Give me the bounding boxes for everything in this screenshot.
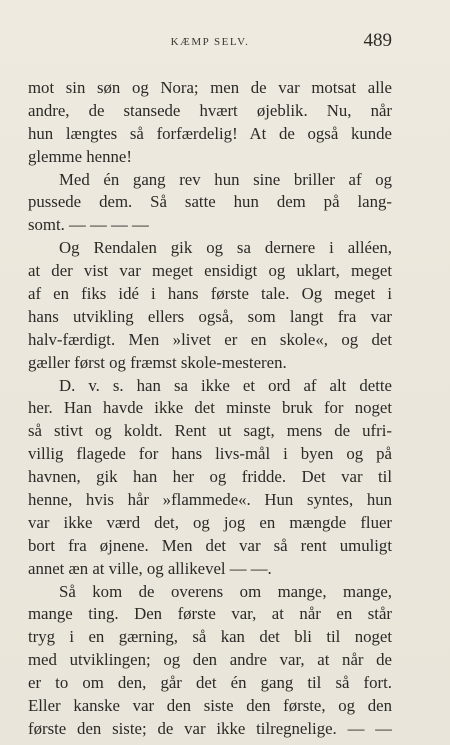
text-line: D. v. s. han sa ikke et ord af alt dette <box>59 375 392 395</box>
text-line: er to om den, går det én gang til så fort. <box>28 673 392 693</box>
text-line: Eller kanske var den siste den første, og den <box>28 696 392 716</box>
body-text <box>28 77 392 741</box>
text-line: pussede dem. Så satte hun dem på lang- <box>28 192 392 212</box>
text-line: villig flagede for hans livs-mål i byen og på <box>28 444 392 464</box>
text-line: første den siste; de var ikke tilregnelige. — — <box>28 718 392 738</box>
text-line: mange ting. Den første var, at når en står <box>28 604 392 624</box>
text-line: mot sin søn og Nora; men de var motsat alle <box>28 78 392 97</box>
text-line: annet æn at ville, og allikevel — —. <box>28 558 272 578</box>
text-line: her. Han havde ikke det minste bruk for noget <box>28 398 392 418</box>
text-line: af en fiks idé i hans første tale. Og meget i <box>28 284 392 304</box>
text-line: andre, de stansede hvært øjeblik. Nu, når <box>28 100 392 120</box>
text-line: bort fra øjnene. Men det var så rent umuligt <box>28 535 392 555</box>
text-line: var ikke værd det, og jog en mængde fluer <box>28 512 392 532</box>
text-line: Med én gang rev hun sine briller af og <box>59 169 392 189</box>
text-line: somt. — — — — <box>28 215 149 235</box>
text-line: Og Rendalen gik og sa dernere i alléen, <box>59 238 392 258</box>
text-line: glemme henne! <box>28 146 132 166</box>
text-line: Så kom de overens om mange, mange, <box>59 581 392 601</box>
text-line: tryg i en gærning, så kan det bli til noget <box>28 627 392 647</box>
text-line: halv-færdigt. Men »livet er en skole«, og det <box>28 329 392 349</box>
text-line: havnen, gik han her og fridde. Det var til <box>28 467 392 487</box>
text-line: gæller først og fræmst skole-mesteren. <box>28 352 287 372</box>
text-line: hans utvikling ellers også, som langt fra var <box>28 306 392 326</box>
text-line: at der vist var meget ensidigt og uklart, meget <box>28 261 392 281</box>
text-line: så stivt og koldt. Rent ut sagt, mens de ufri- <box>28 421 392 441</box>
text-line: henne, hvis hår »flammede«. Hun syntes, hun <box>28 490 392 510</box>
running-header <box>28 28 392 54</box>
page-number: 489 <box>363 30 392 51</box>
running-title: KÆMP SELV. <box>170 36 250 48</box>
text-line: med utviklingen; og den andre var, at når de <box>28 650 392 670</box>
text-line: hun længtes så forfærdelig! At de også kunde <box>28 123 392 143</box>
